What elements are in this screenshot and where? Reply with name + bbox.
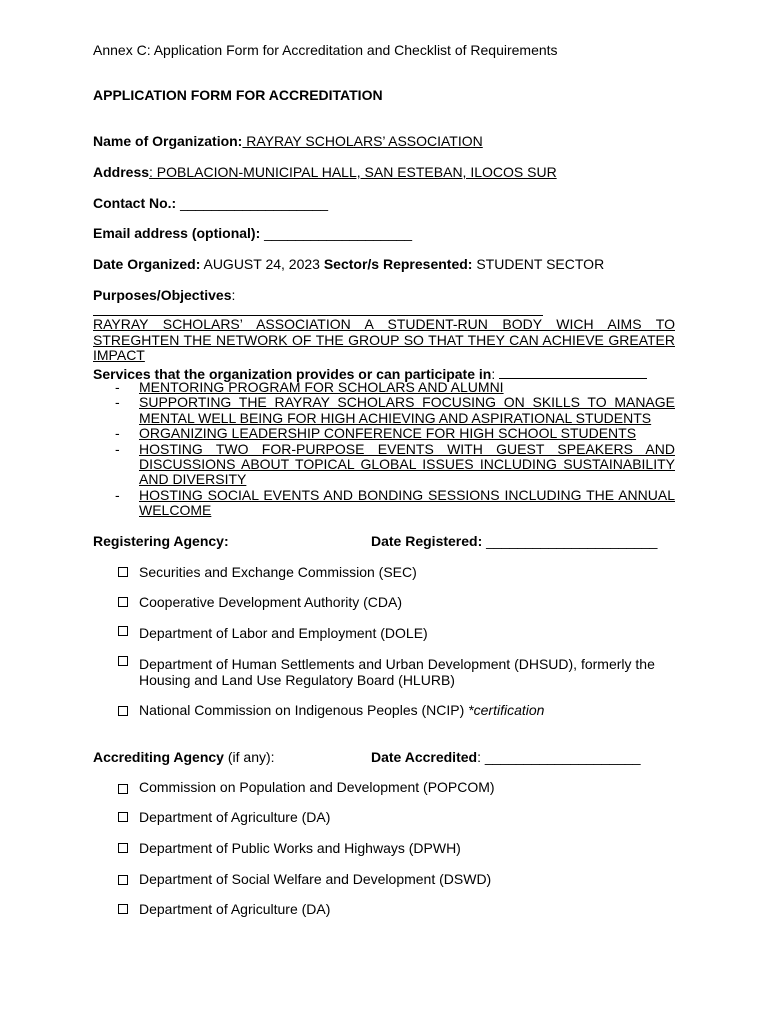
service-item: - MENTORING PROGRAM FOR SCHOLARS AND ALUMNI (93, 380, 675, 395)
checkbox-label: Department of Human Settlements and Urban Development (DHSUD), formerly the Housing and Land Use Regulatory Board (HLURB) (139, 656, 655, 688)
organization-name-row (93, 133, 483, 149)
registering-option-dhsud (118, 657, 678, 688)
contact-value[interactable]: ___________________ (180, 195, 329, 211)
contact-row (93, 195, 328, 211)
checkbox-label: Department of Social Welfare and Development (DSWD) (139, 871, 492, 887)
annex-title: Annex C: Application Form for Accreditation and Checklist of Requirements (93, 42, 558, 58)
date-registered-row (371, 533, 657, 549)
checkbox[interactable] (118, 626, 128, 636)
services-list (93, 380, 675, 519)
service-item-text[interactable]: HOSTING SOCIAL EVENTS AND BONDING SESSIONS INCLUDING THE ANNUAL WELCOME (139, 486, 675, 519)
checkbox-label: Department of Agriculture (DA) (139, 901, 331, 917)
accrediting-option-dswd (118, 872, 678, 888)
checkbox[interactable] (118, 656, 128, 666)
date-organized-row (93, 256, 604, 272)
registering-option-sec (118, 565, 678, 581)
checkbox[interactable] (118, 875, 128, 885)
form-title: APPLICATION FORM FOR ACCREDITATION (93, 87, 383, 103)
accrediting-agency-label: Accrediting Agency (93, 749, 224, 765)
accrediting-option-da-2 (118, 902, 678, 918)
services-label: Services that the organization provides or can participate in (93, 366, 492, 382)
ncip-certification-note: *certification (468, 702, 545, 718)
checkbox-label: Commission on Population and Development (POPCOM) (139, 779, 495, 795)
registering-option-dole (118, 626, 678, 642)
accrediting-agency-note: (if any): (223, 749, 275, 765)
service-item-text[interactable]: MENTORING PROGRAM FOR SCHOLARS AND ALUMNI (139, 379, 504, 395)
service-item-text[interactable]: HOSTING TWO FOR-PURPOSE EVENTS WITH GUEST SPEAKERS AND DISCUSSIONS ABOUT TOPICAL GLOBAL ISSUES INCLUDING SUSTAINABILITY AND DIVERSITY (139, 440, 675, 488)
service-item: - ORGANIZING LEADERSHIP CONFERENCE FOR HIGH SCHOOL STUDENTS (93, 426, 675, 441)
service-item-text[interactable]: ORGANIZING LEADERSHIP CONFERENCE FOR HIGH SCHOOL STUDENTS (139, 425, 637, 442)
address-label: Address (93, 164, 150, 180)
sectors-value[interactable]: STUDENT SECTOR (472, 256, 605, 272)
checkbox[interactable] (118, 843, 128, 853)
checkbox[interactable] (118, 784, 128, 794)
checkbox-label: Department of Public Works and Highways (DPWH) (139, 840, 461, 856)
organization-name-label: Name of Organization: (93, 133, 243, 149)
date-accredited-value[interactable]: : ____________________ (477, 749, 641, 765)
date-organized-value[interactable]: AUGUST 24, 2023 (200, 256, 324, 272)
checkbox[interactable] (118, 706, 128, 716)
checkbox-label: Department of Labor and Employment (DOLE) (139, 625, 428, 641)
organization-name-value[interactable]: RAYRAY SCHOLARS’ ASSOCIATION (242, 133, 483, 149)
date-accredited-label: Date Accredited (371, 749, 478, 765)
service-item-text[interactable]: SUPPORTING THE RAYRAY SCHOLARS FOCUSING ON SKILLS TO MANAGE MENTAL WELL BEING FOR HIGH ACHIEVING AND ASPIRATIONAL STUDENTS (139, 394, 675, 426)
accrediting-option-da (118, 810, 678, 826)
checkbox-label: Department of Agriculture (DA) (139, 809, 331, 825)
registering-agency-row (93, 533, 229, 549)
registering-agency-label: Registering Agency: (93, 533, 229, 549)
date-registered-value[interactable]: ______________________ (486, 533, 658, 549)
date-registered-label: Date Registered: (371, 533, 483, 549)
service-item: - HOSTING TWO FOR-PURPOSE EVENTS WITH GUEST SPEAKERS AND DISCUSSIONS ABOUT TOPICAL GLOBAL ISSUES INCLUDING SUSTAINABILITY AND DIVERSITY (115, 440, 675, 488)
checkbox-label: Securities and Exchange Commission (SEC) (139, 564, 417, 580)
email-value[interactable]: ___________________ (264, 225, 413, 241)
services-colon: : (491, 366, 500, 382)
accrediting-option-dpwh (118, 841, 678, 857)
sectors-label: Sector/s Represented: (323, 256, 473, 272)
email-row (93, 225, 412, 241)
service-item: - HOSTING SOCIAL EVENTS AND BONDING SESSIONS INCLUDING THE ANNUAL WELCOME (115, 486, 675, 519)
purposes-colon: : (231, 287, 236, 303)
registering-option-cda (118, 595, 678, 611)
purposes-text[interactable]: RAYRAY SCHOLARS’ ASSOCIATION A STUDENT-RUN BODY WICH AIMS TO STREGHTEN THE NETWORK OF THE GROUP SO THAT THEY CAN ACHIEVE GREATER IMPACT (93, 316, 675, 363)
purposes-row (93, 287, 235, 303)
checkbox[interactable] (118, 812, 128, 822)
purposes-label: Purposes/Objectives (93, 287, 232, 303)
contact-label: Contact No.: (93, 195, 177, 211)
checkbox[interactable] (118, 904, 128, 914)
registering-option-ncip (118, 703, 678, 719)
email-label: Email address (optional): (93, 225, 261, 241)
accrediting-agency-row (93, 749, 275, 765)
checkbox-label: National Commission on Indigenous Peoples (NCIP) *certification (139, 702, 545, 718)
address-row (93, 164, 557, 180)
checkbox-label: Cooperative Development Authority (CDA) (139, 594, 403, 610)
checkbox[interactable] (118, 567, 128, 577)
checkbox[interactable] (118, 597, 128, 607)
address-value[interactable]: : POBLACION-MUNICIPAL HALL, SAN ESTEBAN, ILOCOS SUR (149, 164, 557, 180)
service-item: - SUPPORTING THE RAYRAY SCHOLARS FOCUSING ON SKILLS TO MANAGE MENTAL WELL BEING FOR HIGH ACHIEVING AND ASPIRATIONAL STUDENTS (115, 394, 675, 426)
accrediting-option-popcom (118, 780, 678, 796)
date-organized-label: Date Organized: (93, 256, 201, 272)
date-accredited-row (371, 749, 641, 765)
services-blank-line[interactable] (499, 365, 647, 379)
